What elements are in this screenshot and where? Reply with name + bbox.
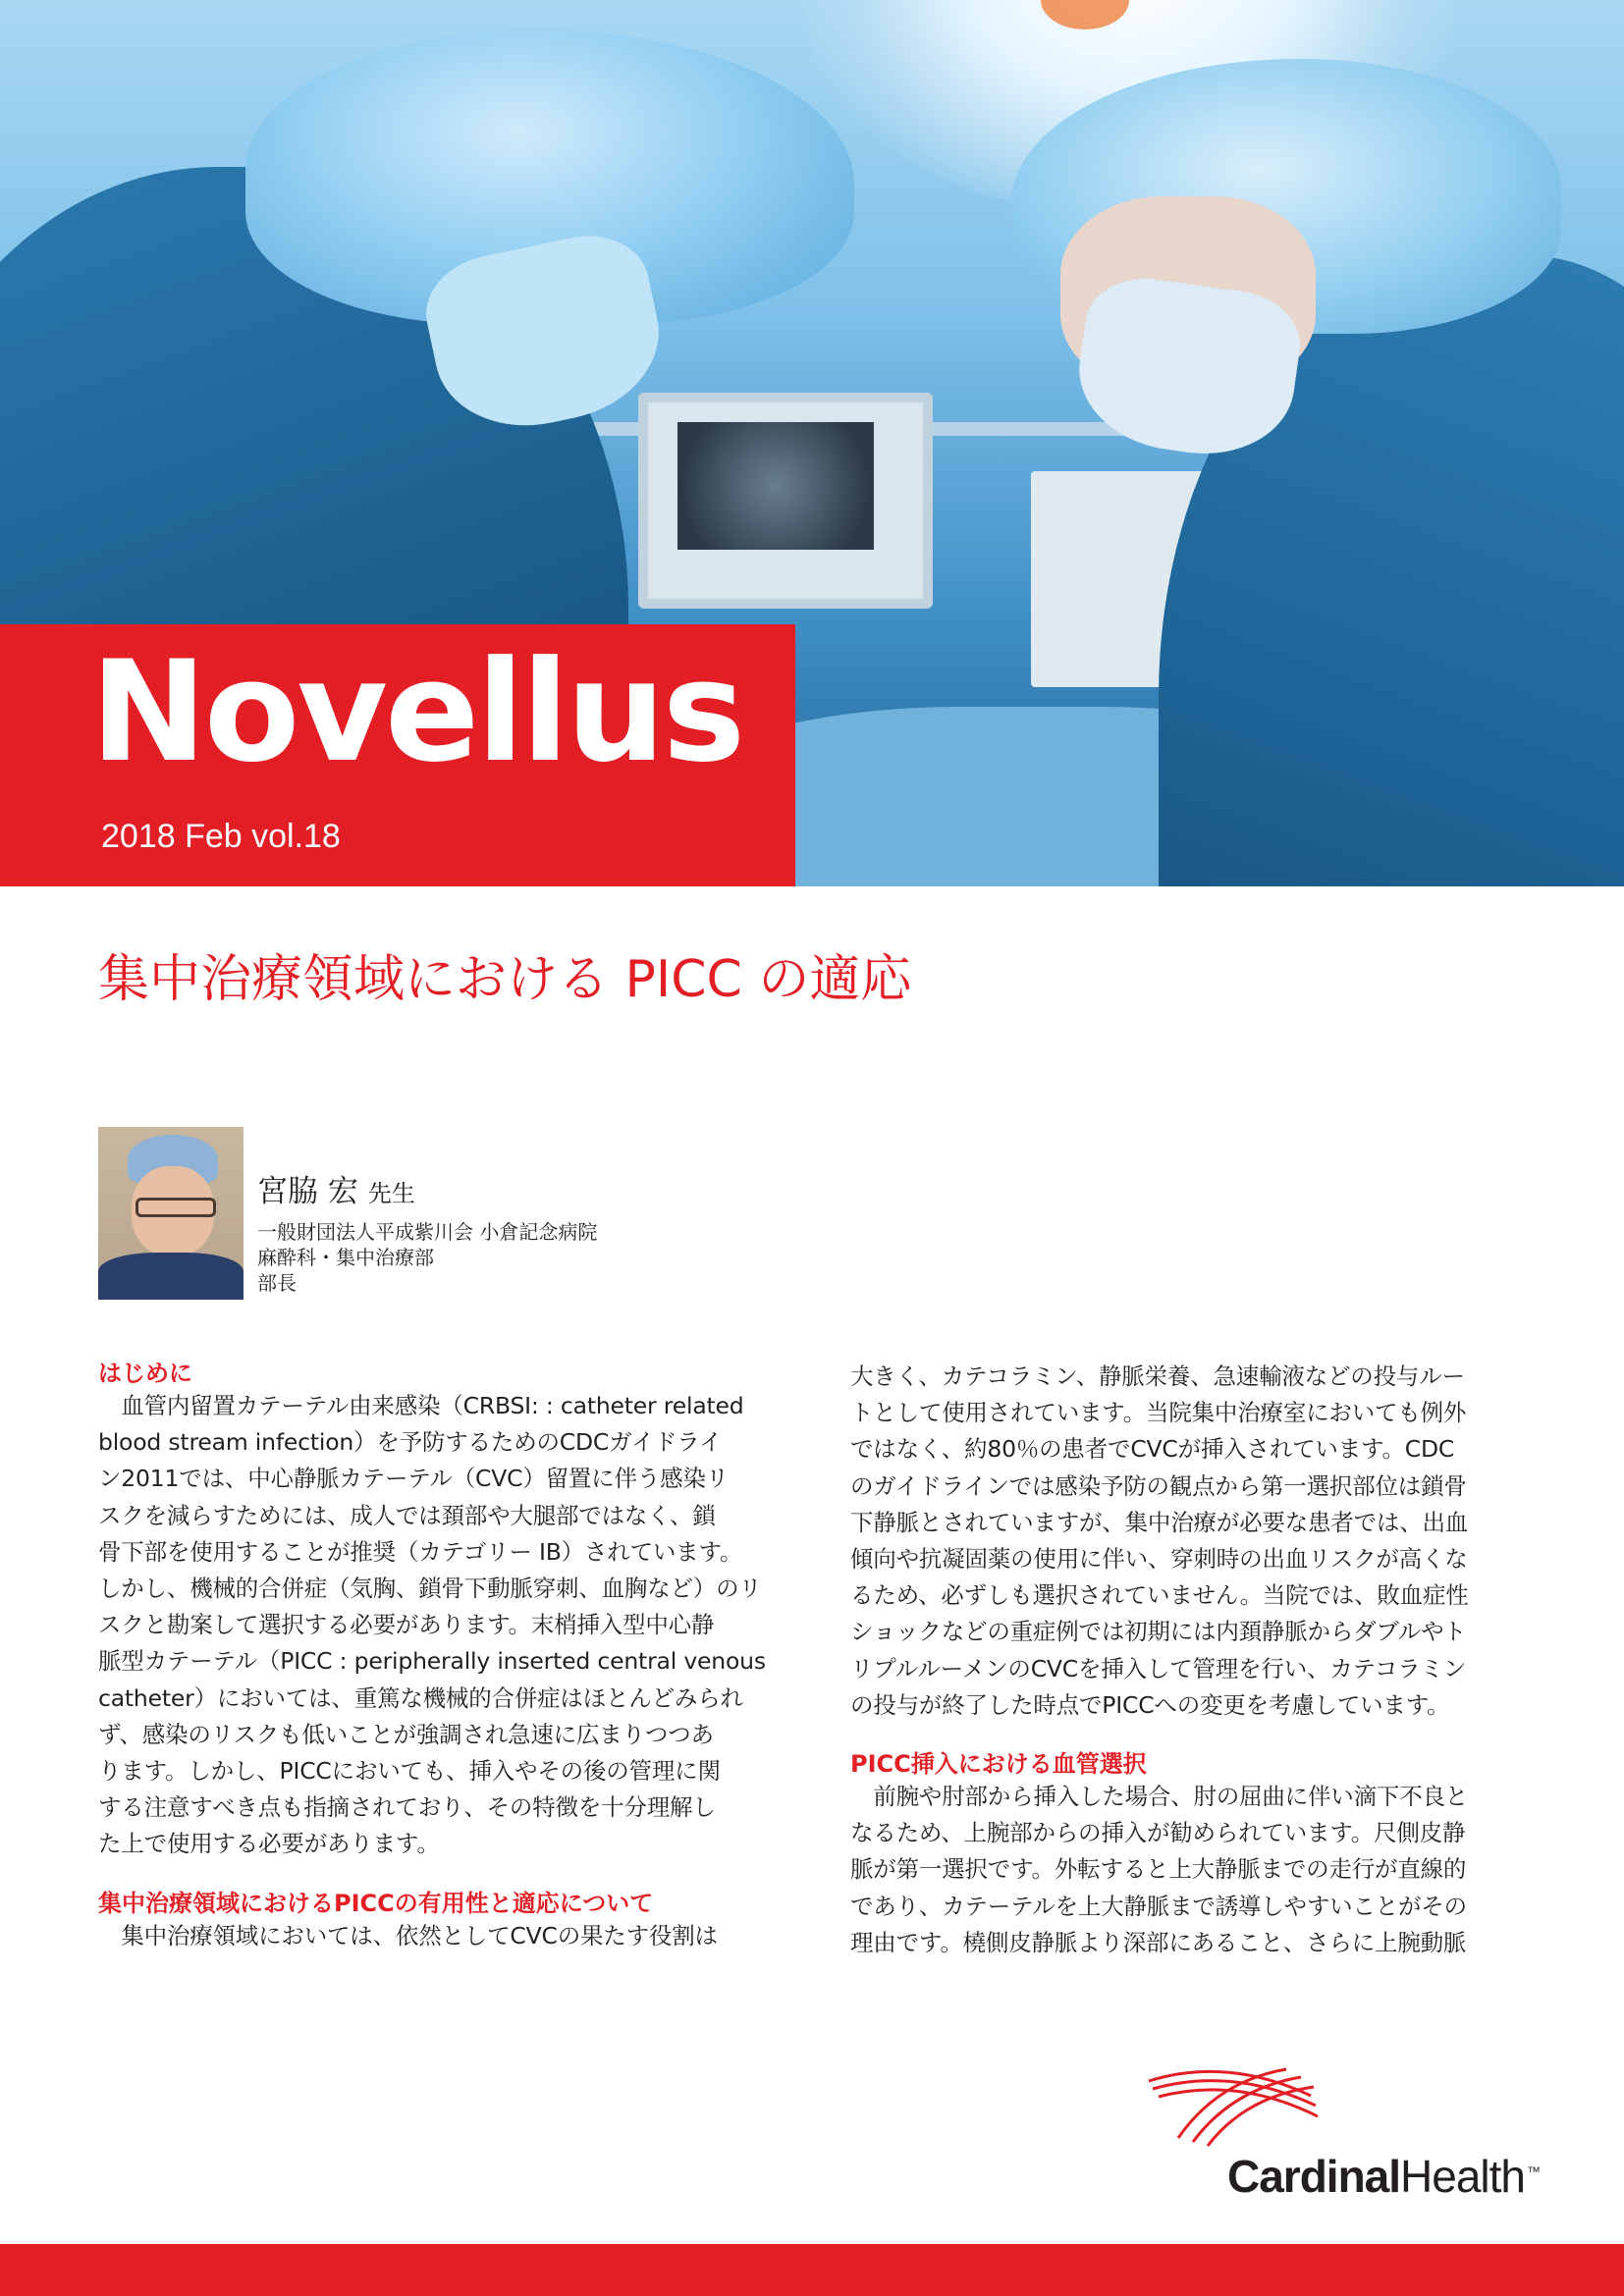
affiliation-line: 一般財団法人平成紫川会 小倉記念病院 <box>257 1220 598 1244</box>
body-line: 大きく、カテコラミン、静脈栄養、急速輸液などの投与ルー <box>850 1362 1465 1390</box>
body-line: 傾向や抗凝固薬の使用に伴い、穿刺時の出血リスクが高くな <box>850 1545 1468 1574</box>
affiliation-line: 部長 <box>257 1271 297 1295</box>
body-line: リプルルーメンのCVCを挿入して管理を行い、カテコラミン <box>850 1654 1467 1682</box>
author-affiliation <box>257 1219 597 1296</box>
body-line: ります。しかし、PICCにおいても、挿入やその後の管理に関 <box>98 1757 721 1786</box>
section-body-intro <box>98 1388 776 1863</box>
body-line: する注意すべき点も指摘されており、その特徴を十分理解し <box>98 1793 716 1822</box>
author-name-text: 宮脇 宏 <box>257 1174 358 1209</box>
body-line: catheter）においては、重篤な機械的合併症はほとんどみられ <box>98 1683 743 1712</box>
body-line: 血管内留置カテーテル由来感染（CRBSI: : catheter related <box>98 1392 744 1419</box>
footer-bar <box>0 2244 1624 2296</box>
body-line: であり、カテーテルを上大静脈まで誘導しやすいことがその <box>850 1892 1467 1920</box>
body-line: 脈が第一選択です。外転すると上大静脈までの走行が直線的 <box>850 1855 1467 1884</box>
body-line: た上で使用する必要があります。 <box>98 1830 440 1858</box>
body-line: スクと勘案して選択する必要があります。末梢挿入型中心静 <box>98 1611 715 1639</box>
body-line: トとして使用されています。当院集中治療室においても例外 <box>850 1399 1467 1427</box>
author-name <box>257 1166 415 1210</box>
body-line: ショックなどの重症例では初期には内頚静脈からダブルやト <box>850 1618 1467 1646</box>
section-heading-intro: はじめに <box>98 1360 192 1387</box>
body-line: の投与が終了した時点でPICCへの変更を考慮しています。 <box>850 1690 1450 1719</box>
monitor <box>638 393 933 609</box>
body-line: るため、必ずしも選択されていません。当院では、敗血症性 <box>850 1581 1469 1610</box>
logo-wordmark: CardinalHealth ™ <box>1227 2151 1541 2202</box>
body-line: 骨下部を使用することが推奨（カテゴリー IB）されています。 <box>98 1537 743 1566</box>
body-column-left <box>98 1359 776 1954</box>
body-line: 集中治療領域においては、依然としてCVCの果たす役割は <box>98 1921 718 1949</box>
article-title: 集中治療領域における PICC の適応 <box>98 950 912 1009</box>
section-heading-usefulness: 集中治療領域におけるPICCの有用性と適応について <box>98 1889 654 1917</box>
body-line: スクを減らすためには、成人では頚部や大腿部ではなく、鎖 <box>98 1501 716 1529</box>
issue-label: 2018 Feb vol.18 <box>101 818 341 855</box>
body-line: ン2011では、中心静脈カテーテル（CVC）留置に伴う感染リ <box>98 1465 730 1493</box>
body-line: ではなく、約80％の患者でCVCが挿入されています。CDC <box>850 1435 1455 1464</box>
body-column-right <box>850 1359 1528 1961</box>
body-line: ず、感染のリスクも低いことが強調され急速に広まりつつあ <box>98 1720 714 1748</box>
body-line: blood stream infection）を予防するためのCDCガイドライ <box>98 1428 723 1457</box>
body-line: 脈型カテーテル（PICC : peripherally inserted central venous <box>98 1647 766 1676</box>
body-line: のガイドラインでは感染予防の観点から第一選択部位は鎖骨 <box>850 1471 1467 1500</box>
body-line: 前腕や肘部から挿入した場合、肘の屈曲に伴い滴下不良と <box>850 1783 1469 1811</box>
author-photo <box>98 1127 244 1300</box>
body-line: 下静脈とされていますが、集中治療が必要な患者では、出血 <box>850 1508 1469 1536</box>
body-line: しかし、機械的合併症（気胸、鎖骨下動脈穿刺、血胸など）のリ <box>98 1575 762 1603</box>
body-line: なるため、上腕部からの挿入が勧められています。尺側皮静 <box>850 1819 1466 1847</box>
section-body-vessel-selection <box>850 1779 1528 1961</box>
cardinal-health-logo <box>1129 2061 1542 2209</box>
affiliation-line: 麻酔科・集中治療部 <box>257 1246 434 1269</box>
author-honorific: 先生 <box>367 1180 415 1207</box>
brand-title: Novellus <box>90 631 743 793</box>
body-line: 理由です。橈側皮静脈より深部にあること、さらに上腕動脈 <box>850 1928 1467 1956</box>
cardinal-health-swoosh-icon <box>1139 2061 1335 2150</box>
section-body-usefulness-cont <box>850 1359 1528 1724</box>
section-heading-vessel-selection: PICC挿入における血管選択 <box>850 1750 1147 1779</box>
section-body-usefulness <box>98 1918 776 1954</box>
